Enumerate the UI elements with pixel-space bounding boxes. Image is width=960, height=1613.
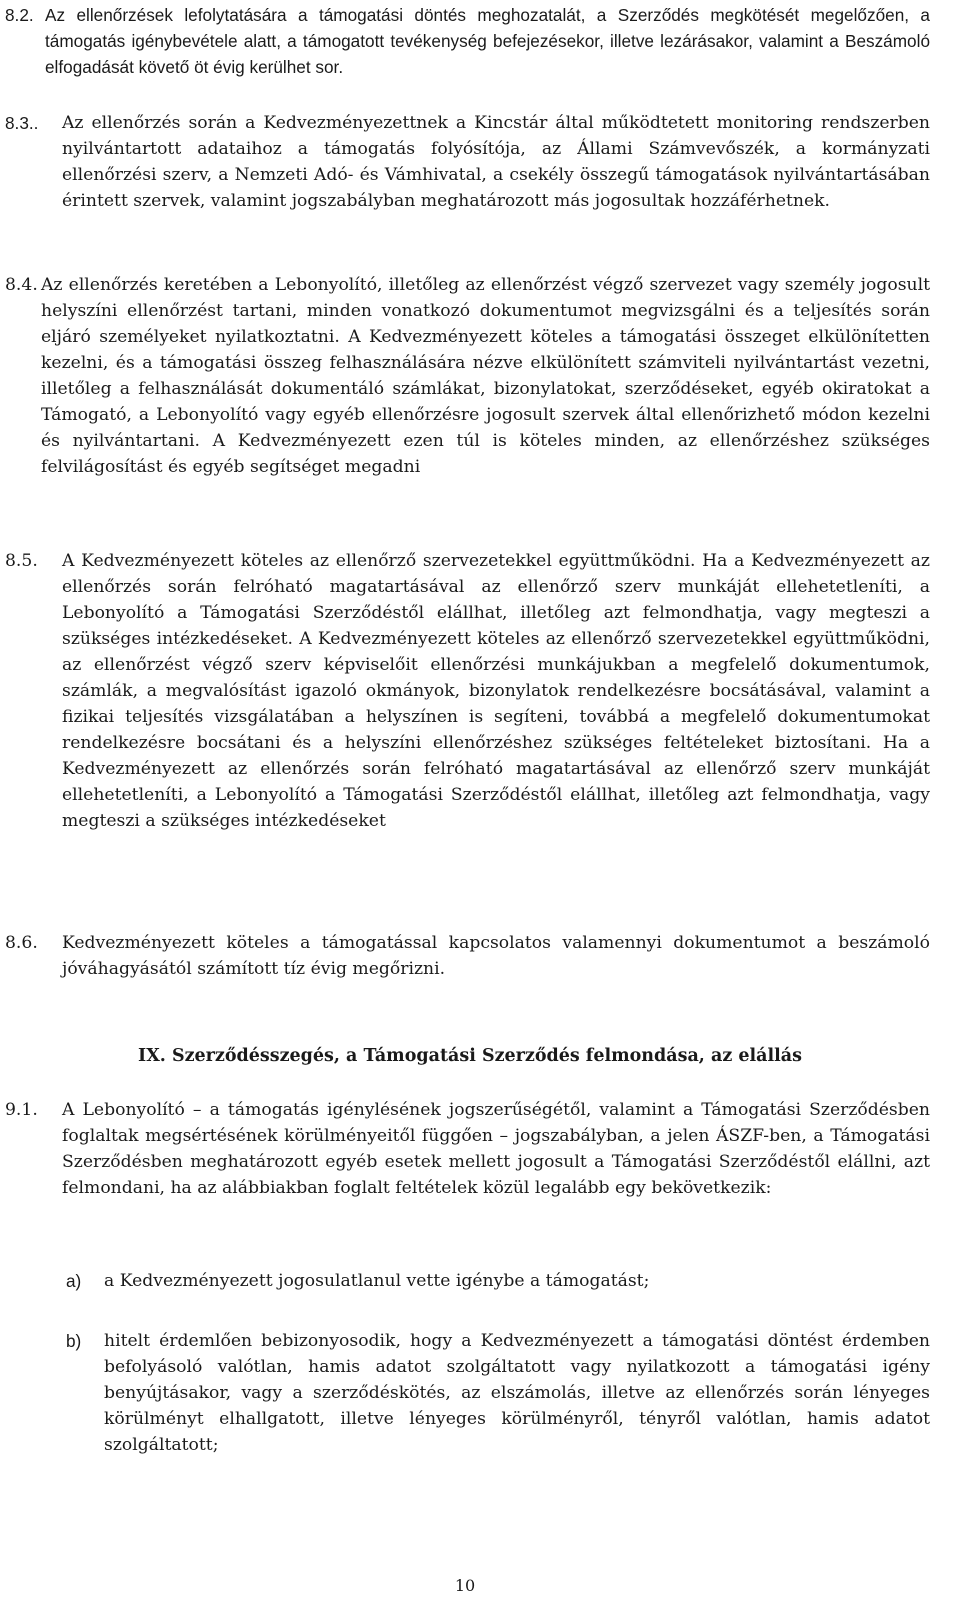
list-marker: a) xyxy=(66,1271,82,1291)
paragraph-8-2 xyxy=(5,2,930,80)
paragraph-8-5 xyxy=(5,548,930,834)
section-heading: IX. Szerződésszegés, a Támogatási Szerződés felmondása, az elállás xyxy=(138,1046,802,1066)
paragraph-text: Kedvezményezett köteles a támogatással kapcsolatos valamennyi dokumentumot a beszámoló jóváhagyásától számított tíz évig megőrizni. xyxy=(62,933,930,979)
paragraph-number: 8.4. xyxy=(5,275,38,295)
list-item-text: a Kedvezményezett jogosulatlanul vette igénybe a támogatást; xyxy=(104,1271,650,1291)
list-item-text: hitelt érdemlően bebizonyosodik, hogy a Kedvezményezett a támogatási döntést érdemben befolyásoló valótlan, hamis adatot szolgáltatott vagy nyilatkozott a támogatási igény benyújtásakor, vagy a szerződéskötés, az elszámolás, illetve az ellenőrzés során lényeges körülményt elhallgatott, illetve lényeges körülményről, tényről valótlan, hamis adatot szolgáltatott; xyxy=(104,1331,930,1455)
paragraph-text: Az ellenőrzés során a Kedvezményezettnek a Kincstár által működtetett monitoring rendszerben nyilvántartott adataihoz a támogatás folyósítója, az Állami Számvevőszék, a kormányzati ellenőrzési szerv, a Nemzeti Adó- és Vámhivatal, a csekély összegű támogatások nyilvántartásában érintett szervek, valamint jogszabályban meghatározott más jogosultak hozzáférhetnek. xyxy=(62,113,930,211)
paragraph-8-3 xyxy=(5,110,930,214)
paragraph-number: 9.1. xyxy=(5,1100,38,1120)
list-marker: b) xyxy=(66,1331,82,1351)
paragraph-text: A Lebonyolító – a támogatás igénylésének jogszerűségétől, valamint a Támogatási Szerződésben foglaltak megsértésének körülményeitől függően – jogszabályban, a jelen ÁSZF-ben, a Támogatási Szerződésben meghatározott egyéb esetek mellett jogosult a Támogatási Szerződéstől elállni, azt felmondani, ha az alábbiakban foglalt feltételek közül legalább egy bekövetkezik: xyxy=(62,1100,930,1198)
paragraph-number: 8.2. xyxy=(5,5,34,25)
paragraph-text: Az ellenőrzések lefolytatására a támogatási döntés meghozatalát, a Szerződés megkötését megelőzően, a támogatás igénybevétele alatt, a támogatott tevékenység befejezésekor, illetve lezárásakor, valamint a Beszámoló elfogadását követő öt évig kerülhet sor. xyxy=(45,5,930,77)
page-number: 10 xyxy=(454,1576,476,1595)
paragraph-text: Az ellenőrzés keretében a Lebonyolító, illetőleg az ellenőrzést végző szervezet vagy személy jogosult helyszíni ellenőrzést tartani, minden vonatkozó dokumentumot megvizsgálni és a teljesítés során eljáró személyeket nyilatkoztatni. A Kedvezményezett köteles a támogatási összeget elkülönítetten kezelni, és a támogatási összeg felhasználására nézve elkülönített számviteli nyilvántartást vezetni, illetőleg a felhasználását dokumentáló számlákat, bizonylatokat, szerződéseket, egyéb okiratokat a Támogató, a Lebonyolító vagy egyéb ellenőrzésre jogosult szervek által ellenőrizhető módon kezelni és nyilvántartani. A Kedvezményezett ezen túl is köteles minden, az ellenőrzéshez szükséges felvilágosítást és egyéb segítséget megadni xyxy=(41,275,930,477)
paragraph-8-4 xyxy=(5,272,930,480)
paragraph-8-6 xyxy=(5,930,930,982)
paragraph-text: A Kedvezményezett köteles az ellenőrző szervezetekkel együttműködni. Ha a Kedvezményezett az ellenőrzés során felróható magatartásával az ellenőrző szerv munkáját ellehetetleníti, a Lebonyolító a Támogatási Szerződéstől elállhat, illetőleg azt felmondhatja, vagy megteszi a szükséges intézkedéseket. A Kedvezményezett köteles az ellenőrző szervezetekkel együttműködni, az ellenőrzést végző szerv képviselőit ellenőrzési munkájukban a megfelelő dokumentumok, számlák, a megvalósítást igazoló okmányok, bizonylatok rendelkezésre bocsátásával, valamint a fizikai teljesítés vizsgálatában a helyszínen is segíteni, továbbá a megfelelő dokumentumokat rendelkezésre bocsátani és a helyszíni ellenőrzéshez szükséges feltételeket biztosítani. Ha a Kedvezményezett az ellenőrzés során felróható magatartásával az ellenőrző szerv munkáját ellehetetleníti, a Lebonyolító a Támogatási Szerződéstől elállhat, illetőleg azt felmondhatja, vagy megteszi a szükséges intézkedéseket xyxy=(62,551,930,831)
paragraph-number: 8.3.. xyxy=(5,113,39,133)
list-item-a xyxy=(66,1268,930,1294)
paragraph-number: 8.5. xyxy=(5,551,38,571)
paragraph-9-1 xyxy=(5,1097,930,1201)
list-item-b xyxy=(66,1328,930,1458)
paragraph-number: 8.6. xyxy=(5,933,38,953)
